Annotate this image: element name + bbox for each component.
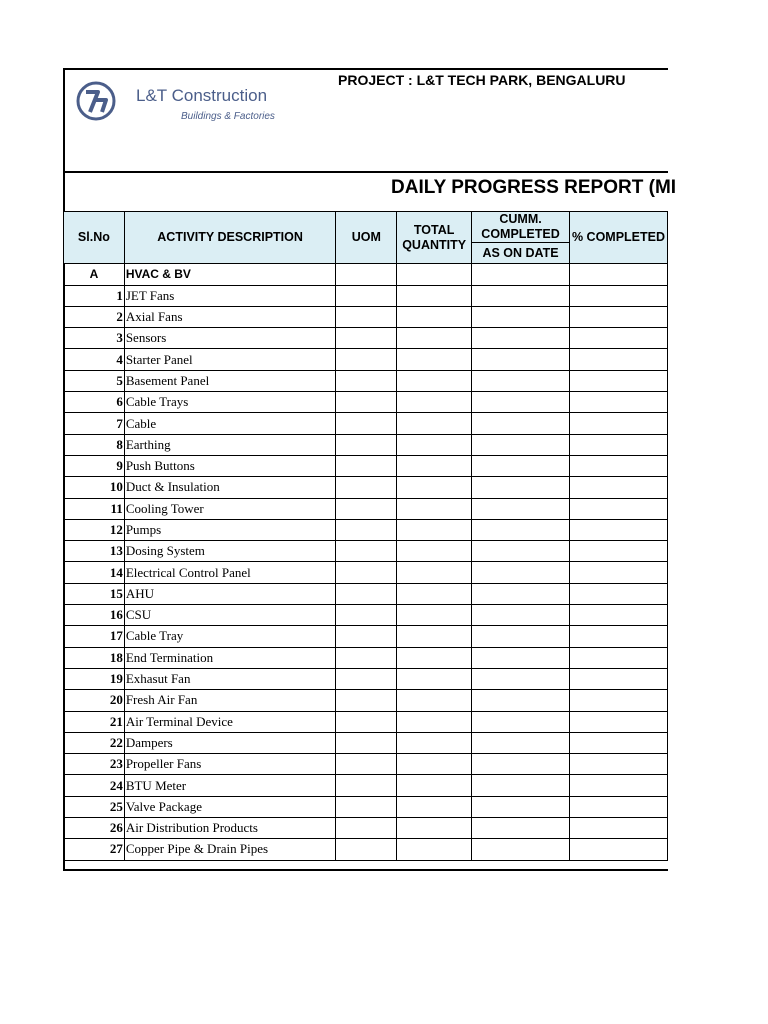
cell-uom[interactable] <box>336 562 397 583</box>
cell-total-quantity[interactable] <box>397 434 472 455</box>
activity-description: Cable <box>124 413 336 434</box>
row-number: 9 <box>64 455 125 476</box>
cell-total-quantity[interactable] <box>397 605 472 626</box>
activity-description: Valve Package <box>124 796 336 817</box>
row-number: 2 <box>64 306 125 327</box>
cell-cumm-completed[interactable] <box>472 690 570 711</box>
cell-pct-completed[interactable] <box>569 434 667 455</box>
cell-uom[interactable] <box>336 754 397 775</box>
cell-pct-completed[interactable] <box>569 498 667 519</box>
cell-pct-completed[interactable] <box>569 328 667 349</box>
table-row <box>64 455 668 476</box>
cell-total-quantity[interactable] <box>397 583 472 604</box>
activity-description: Earthing <box>124 434 336 455</box>
report-title: DAILY PROGRESS REPORT (MI <box>391 177 677 198</box>
cell-pct-completed[interactable] <box>569 285 667 306</box>
cell-total-quantity[interactable] <box>397 306 472 327</box>
cell-uom[interactable] <box>336 583 397 604</box>
activity-description: Exhasut Fan <box>124 668 336 689</box>
cell-total-quantity[interactable] <box>397 413 472 434</box>
row-number: 24 <box>64 775 125 796</box>
cell-cumm-completed[interactable] <box>472 562 570 583</box>
cell-cumm-completed[interactable] <box>472 583 570 604</box>
cell-cumm-completed[interactable] <box>472 434 570 455</box>
cell-pct-completed[interactable] <box>569 583 667 604</box>
row-number: 13 <box>64 541 125 562</box>
logo-name: L&T Construction <box>136 86 268 105</box>
section-name: HVAC & BV <box>124 264 336 285</box>
table-row <box>64 285 668 306</box>
activity-description: BTU Meter <box>124 775 336 796</box>
cell-cumm-completed[interactable] <box>472 605 570 626</box>
cell-total-quantity[interactable] <box>397 796 472 817</box>
table-row <box>64 562 668 583</box>
cell-uom[interactable] <box>336 839 397 860</box>
cell-uom[interactable] <box>336 626 397 647</box>
cell-cumm-completed[interactable] <box>472 775 570 796</box>
row-number: 6 <box>64 392 125 413</box>
cell-uom[interactable] <box>336 349 397 370</box>
activity-description: Propeller Fans <box>124 754 336 775</box>
col-header-activity: ACTIVITY DESCRIPTION <box>124 212 336 264</box>
row-number: 20 <box>64 690 125 711</box>
row-number: 16 <box>64 605 125 626</box>
activity-description: CSU <box>124 605 336 626</box>
cell-cumm-completed[interactable] <box>472 370 570 391</box>
cell-pct-completed[interactable] <box>569 306 667 327</box>
table-row <box>64 498 668 519</box>
cell-pct-completed[interactable] <box>569 349 667 370</box>
activity-description: Sensors <box>124 328 336 349</box>
table-row <box>64 775 668 796</box>
table-row <box>64 839 668 860</box>
cell-uom[interactable] <box>336 477 397 498</box>
table-row <box>64 477 668 498</box>
divider <box>63 171 668 173</box>
row-number: 25 <box>64 796 125 817</box>
table-row <box>64 392 668 413</box>
table-row <box>64 306 668 327</box>
section-letter: A <box>64 264 125 285</box>
cell-total-quantity[interactable] <box>397 264 472 285</box>
report-sheet <box>63 68 677 871</box>
cell-pct-completed[interactable] <box>569 839 667 860</box>
company-logo <box>76 80 276 126</box>
row-number: 19 <box>64 668 125 689</box>
cell-total-quantity[interactable] <box>397 647 472 668</box>
col-header-uom: UOM <box>336 212 397 264</box>
cell-cumm-completed[interactable] <box>472 306 570 327</box>
cell-uom[interactable] <box>336 370 397 391</box>
cell-cumm-completed[interactable] <box>472 477 570 498</box>
row-number: 21 <box>64 711 125 732</box>
table-row <box>64 818 668 839</box>
cell-pct-completed[interactable] <box>569 413 667 434</box>
cell-cumm-completed[interactable] <box>472 519 570 540</box>
cell-pct-completed[interactable] <box>569 626 667 647</box>
cell-total-quantity[interactable] <box>397 711 472 732</box>
cell-cumm-completed[interactable] <box>472 498 570 519</box>
cell-pct-completed[interactable] <box>569 796 667 817</box>
cell-total-quantity[interactable] <box>397 519 472 540</box>
cell-pct-completed[interactable] <box>569 775 667 796</box>
activity-description: Cable Tray <box>124 626 336 647</box>
cell-total-quantity[interactable] <box>397 285 472 306</box>
cell-pct-completed[interactable] <box>569 370 667 391</box>
cell-cumm-completed[interactable] <box>472 754 570 775</box>
activity-description: Dosing System <box>124 541 336 562</box>
activity-description: JET Fans <box>124 285 336 306</box>
table-row <box>64 370 668 391</box>
cell-total-quantity[interactable] <box>397 370 472 391</box>
table-row <box>64 711 668 732</box>
cell-total-quantity[interactable] <box>397 392 472 413</box>
col-header-cumm-completed: CUMM. COMPLETED <box>472 212 570 243</box>
activity-description: Duct & Insulation <box>124 477 336 498</box>
cell-total-quantity[interactable] <box>397 562 472 583</box>
table-row <box>64 434 668 455</box>
cell-total-quantity[interactable] <box>397 754 472 775</box>
table-row <box>64 349 668 370</box>
activity-description: Fresh Air Fan <box>124 690 336 711</box>
row-number: 27 <box>64 839 125 860</box>
activity-description: Starter Panel <box>124 349 336 370</box>
activity-description: Electrical Control Panel <box>124 562 336 583</box>
cell-pct-completed[interactable] <box>569 668 667 689</box>
cell-cumm-completed[interactable] <box>472 285 570 306</box>
table-row <box>64 668 668 689</box>
cell-cumm-completed[interactable] <box>472 647 570 668</box>
cell-uom[interactable] <box>336 306 397 327</box>
activity-description: Copper Pipe & Drain Pipes <box>124 839 336 860</box>
activity-description: Pumps <box>124 519 336 540</box>
activity-description: Air Terminal Device <box>124 711 336 732</box>
row-number: 17 <box>64 626 125 647</box>
row-number: 12 <box>64 519 125 540</box>
row-number: 1 <box>64 285 125 306</box>
cell-pct-completed[interactable] <box>569 264 667 285</box>
cell-total-quantity[interactable] <box>397 498 472 519</box>
row-number: 14 <box>64 562 125 583</box>
row-number: 15 <box>64 583 125 604</box>
cell-cumm-completed[interactable] <box>472 711 570 732</box>
cell-cumm-completed[interactable] <box>472 668 570 689</box>
cell-uom[interactable] <box>336 711 397 732</box>
activity-description: Basement Panel <box>124 370 336 391</box>
row-number: 11 <box>64 498 125 519</box>
cell-total-quantity[interactable] <box>397 690 472 711</box>
table-body <box>64 264 668 860</box>
table-row <box>64 605 668 626</box>
activity-description: Cable Trays <box>124 392 336 413</box>
cell-uom[interactable] <box>336 285 397 306</box>
cell-pct-completed[interactable] <box>569 455 667 476</box>
cell-uom[interactable] <box>336 732 397 753</box>
progress-table <box>63 211 668 861</box>
col-header-total-quantity: TOTAL QUANTITY <box>397 212 472 264</box>
cell-uom[interactable] <box>336 690 397 711</box>
row-number: 8 <box>64 434 125 455</box>
activity-description: Dampers <box>124 732 336 753</box>
cell-pct-completed[interactable] <box>569 690 667 711</box>
section-row <box>64 264 668 285</box>
activity-description: Cooling Tower <box>124 498 336 519</box>
cell-uom[interactable] <box>336 818 397 839</box>
cell-total-quantity[interactable] <box>397 818 472 839</box>
table-row <box>64 519 668 540</box>
cell-cumm-completed[interactable] <box>472 818 570 839</box>
row-number: 4 <box>64 349 125 370</box>
row-number: 22 <box>64 732 125 753</box>
cell-cumm-completed[interactable] <box>472 264 570 285</box>
row-number: 10 <box>64 477 125 498</box>
cell-total-quantity[interactable] <box>397 732 472 753</box>
cell-total-quantity[interactable] <box>397 626 472 647</box>
table-row <box>64 690 668 711</box>
cell-total-quantity[interactable] <box>397 668 472 689</box>
cell-pct-completed[interactable] <box>569 818 667 839</box>
cell-total-quantity[interactable] <box>397 839 472 860</box>
activity-description: Air Distribution Products <box>124 818 336 839</box>
lt-logo-icon <box>76 80 120 124</box>
cell-uom[interactable] <box>336 775 397 796</box>
activity-description: AHU <box>124 583 336 604</box>
cell-uom[interactable] <box>336 647 397 668</box>
cell-uom[interactable] <box>336 668 397 689</box>
cell-uom[interactable] <box>336 328 397 349</box>
cell-pct-completed[interactable] <box>569 477 667 498</box>
col-header-pct-completed: % COMPLETED <box>569 212 667 264</box>
cell-pct-completed[interactable] <box>569 754 667 775</box>
activity-description: Axial Fans <box>124 306 336 327</box>
cell-cumm-completed[interactable] <box>472 413 570 434</box>
project-title: PROJECT : L&T TECH PARK, BENGALURU <box>338 72 626 88</box>
cell-cumm-completed[interactable] <box>472 626 570 647</box>
table-row <box>64 796 668 817</box>
cell-cumm-completed[interactable] <box>472 392 570 413</box>
row-number: 5 <box>64 370 125 391</box>
cell-uom[interactable] <box>336 519 397 540</box>
table-row <box>64 328 668 349</box>
cell-pct-completed[interactable] <box>569 605 667 626</box>
cell-uom[interactable] <box>336 498 397 519</box>
cell-pct-completed[interactable] <box>569 711 667 732</box>
cell-pct-completed[interactable] <box>569 392 667 413</box>
cell-uom[interactable] <box>336 541 397 562</box>
table-row <box>64 754 668 775</box>
table-row <box>64 583 668 604</box>
activity-description: End Termination <box>124 647 336 668</box>
col-header-as-on-date: AS ON DATE <box>472 243 570 264</box>
cell-uom[interactable] <box>336 392 397 413</box>
col-header-slno: Sl.No <box>64 212 125 264</box>
cell-cumm-completed[interactable] <box>472 349 570 370</box>
row-number: 3 <box>64 328 125 349</box>
cell-total-quantity[interactable] <box>397 541 472 562</box>
cell-uom[interactable] <box>336 605 397 626</box>
table-row <box>64 647 668 668</box>
table-row <box>64 413 668 434</box>
cell-cumm-completed[interactable] <box>472 328 570 349</box>
table-row <box>64 541 668 562</box>
row-number: 18 <box>64 647 125 668</box>
cell-uom[interactable] <box>336 455 397 476</box>
cell-pct-completed[interactable] <box>569 519 667 540</box>
cell-total-quantity[interactable] <box>397 477 472 498</box>
cell-uom[interactable] <box>336 796 397 817</box>
cell-pct-completed[interactable] <box>569 541 667 562</box>
cell-pct-completed[interactable] <box>569 562 667 583</box>
cell-total-quantity[interactable] <box>397 775 472 796</box>
cell-cumm-completed[interactable] <box>472 839 570 860</box>
cell-cumm-completed[interactable] <box>472 455 570 476</box>
cell-cumm-completed[interactable] <box>472 796 570 817</box>
row-number: 26 <box>64 818 125 839</box>
logo-subtitle: Buildings & Factories <box>181 111 275 122</box>
cell-uom[interactable] <box>336 264 397 285</box>
activity-description: Push Buttons <box>124 455 336 476</box>
cell-total-quantity[interactable] <box>397 328 472 349</box>
cell-uom[interactable] <box>336 434 397 455</box>
table-row <box>64 732 668 753</box>
cell-pct-completed[interactable] <box>569 647 667 668</box>
row-number: 23 <box>64 754 125 775</box>
cell-total-quantity[interactable] <box>397 455 472 476</box>
cell-total-quantity[interactable] <box>397 349 472 370</box>
cell-cumm-completed[interactable] <box>472 732 570 753</box>
cell-pct-completed[interactable] <box>569 732 667 753</box>
row-number: 7 <box>64 413 125 434</box>
table-row <box>64 626 668 647</box>
cell-uom[interactable] <box>336 413 397 434</box>
cell-cumm-completed[interactable] <box>472 541 570 562</box>
